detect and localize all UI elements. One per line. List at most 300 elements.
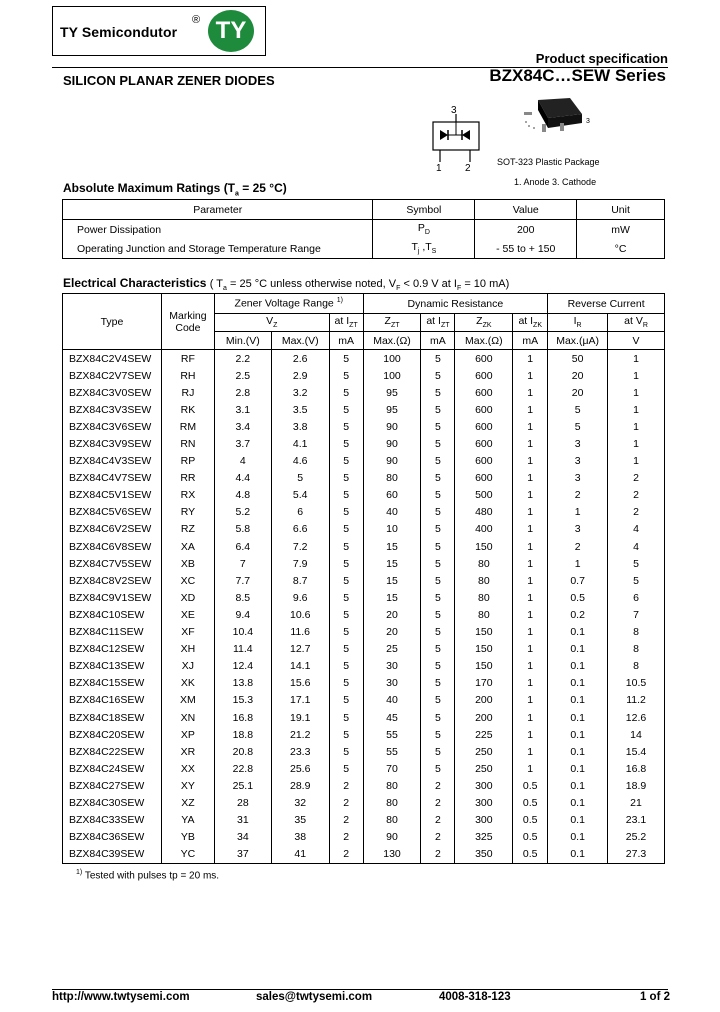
cell-ir-max: 5: [548, 418, 608, 435]
cell-vz-min: 8.5: [214, 589, 271, 606]
cell-vr: 14: [608, 726, 665, 743]
unit-header: Max.(Ω): [363, 332, 421, 350]
cell-vr: 2: [608, 504, 665, 521]
table-row: [63, 624, 665, 641]
pins-caption: 1. Anode 3. Cathode: [514, 177, 597, 187]
cell-izt: 2: [329, 812, 363, 829]
table-row: [63, 794, 665, 811]
cell-type: BZX84C5V6SEW: [63, 504, 162, 521]
cell-vz-min: 6.4: [214, 538, 271, 555]
cell-izk: 1: [513, 350, 548, 368]
cell-vz-min: 7.7: [214, 572, 271, 589]
registered-mark: ®: [192, 14, 201, 26]
cell-ir-max: 3: [548, 521, 608, 538]
cell-marking-code: XN: [161, 709, 214, 726]
company-logo: TY: [208, 10, 254, 52]
cell-izt: 5: [329, 589, 363, 606]
cell-vz-max: 12.7: [271, 641, 329, 658]
cell-ir-max: 20: [548, 367, 608, 384]
cell-vz-max: 3.2: [271, 384, 329, 401]
cell-vz-max: 32: [271, 794, 329, 811]
cell-vz-min: 3.4: [214, 418, 271, 435]
cell-izt: 5: [329, 760, 363, 777]
table-row: [63, 350, 665, 368]
table-row: [63, 846, 665, 864]
cell-type: BZX84C9V1SEW: [63, 589, 162, 606]
cell-izt: 5: [329, 470, 363, 487]
cell-izt-2: 5: [421, 384, 455, 401]
cell-zzk-max: 200: [455, 709, 513, 726]
cell-izt: 5: [329, 487, 363, 504]
cell-izt: 5: [329, 624, 363, 641]
cell-vr: 21: [608, 794, 665, 811]
cell-zzt-max: 90: [363, 829, 421, 846]
cell-type: BZX84C6V8SEW: [63, 538, 162, 555]
cell-izk: 1: [513, 470, 548, 487]
cell-vz-min: 3.7: [214, 435, 271, 452]
cell-izk: 1: [513, 504, 548, 521]
cell-marking-code: XE: [161, 606, 214, 623]
cell-zzk-max: 250: [455, 760, 513, 777]
table-row: [63, 709, 665, 726]
electrical-title: Electrical Characteristics ( $T_a = 25$ °C unless otherwise noted, $V_F < 0.9$ V at $I_F = 10$ mA): [63, 276, 510, 293]
cell-marking-code: XD: [161, 589, 214, 606]
cell-marking-code: RZ: [161, 521, 214, 538]
cell-vz-max: 21.2: [271, 726, 329, 743]
cell-vz-max: 3.5: [271, 401, 329, 418]
param-power: Power Dissipation: [63, 220, 373, 240]
footer-divider: [52, 989, 668, 990]
table-row: [63, 538, 665, 555]
footer-email[interactable]: sales@twtysemi.com: [256, 991, 373, 1003]
table-row: [63, 470, 665, 487]
cell-vz-max: 6: [271, 504, 329, 521]
cell-izt: 5: [329, 675, 363, 692]
cell-zzk-max: 150: [455, 624, 513, 641]
cell-zzk-max: 300: [455, 812, 513, 829]
cell-vr: 1: [608, 350, 665, 368]
cell-izt-2: 2: [421, 846, 455, 864]
cell-ir-max: 1: [548, 504, 608, 521]
cell-marking-code: XR: [161, 743, 214, 760]
cell-zzt-max: 80: [363, 470, 421, 487]
cell-vr: 25.2: [608, 829, 665, 846]
table-row: [63, 401, 665, 418]
cell-marking-code: RK: [161, 401, 214, 418]
cell-vz-max: 9.6: [271, 589, 329, 606]
header-parameter: Parameter: [63, 200, 373, 220]
cell-vz-max: 19.1: [271, 709, 329, 726]
cell-vz-max: 25.6: [271, 760, 329, 777]
cell-izt-2: 5: [421, 641, 455, 658]
table-row: [63, 726, 665, 743]
cell-zzk-max: 600: [455, 401, 513, 418]
cell-marking-code: XZ: [161, 794, 214, 811]
cell-vz-max: 7.9: [271, 555, 329, 572]
cell-vz-min: 4.8: [214, 487, 271, 504]
cell-vz-min: 5.2: [214, 504, 271, 521]
cell-izt-2: 5: [421, 624, 455, 641]
header-symbol: Symbol: [373, 200, 475, 220]
cell-vz-min: 4: [214, 453, 271, 470]
cell-ir-max: 0.1: [548, 658, 608, 675]
cell-ir-max: 2: [548, 487, 608, 504]
cell-ir-max: 0.2: [548, 606, 608, 623]
cell-type: BZX84C4V3SEW: [63, 453, 162, 470]
cell-ir-max: 20: [548, 384, 608, 401]
header-zener: Zener Voltage Range $^{1)}$: [214, 294, 363, 314]
cell-type: BZX84C30SEW: [63, 794, 162, 811]
cell-izk: 1: [513, 418, 548, 435]
unit-header: Max.(Ω): [455, 332, 513, 350]
cell-marking-code: RY: [161, 504, 214, 521]
cell-zzk-max: 150: [455, 641, 513, 658]
header-unit: Unit: [577, 200, 665, 220]
cell-zzk-max: 170: [455, 675, 513, 692]
cell-zzt-max: 45: [363, 709, 421, 726]
cell-vz-max: 15.6: [271, 675, 329, 692]
cell-zzt-max: 15: [363, 555, 421, 572]
cell-type: BZX84C36SEW: [63, 829, 162, 846]
cell-type: BZX84C33SEW: [63, 812, 162, 829]
table-row: [63, 572, 665, 589]
cell-zzk-max: 480: [455, 504, 513, 521]
cell-zzt-max: 30: [363, 658, 421, 675]
cell-zzk-max: 300: [455, 777, 513, 794]
table-row: [63, 367, 665, 384]
cell-vr: 8: [608, 624, 665, 641]
cell-vz-max: 11.6: [271, 624, 329, 641]
cell-zzt-max: 95: [363, 384, 421, 401]
table-row: [63, 555, 665, 572]
cell-ir-max: 3: [548, 435, 608, 452]
cell-vz-min: 2.8: [214, 384, 271, 401]
cell-izt: 5: [329, 367, 363, 384]
table-row: [63, 418, 665, 435]
cell-zzt-max: 95: [363, 401, 421, 418]
cell-izt-2: 5: [421, 572, 455, 589]
cell-vr: 23.1: [608, 812, 665, 829]
cell-izt-2: 2: [421, 829, 455, 846]
table-row: [63, 675, 665, 692]
cell-vr: 1: [608, 367, 665, 384]
cell-type: BZX84C5V1SEW: [63, 487, 162, 504]
cell-zzk-max: 600: [455, 350, 513, 368]
cell-izt: 2: [329, 794, 363, 811]
table-row: [63, 435, 665, 452]
cell-vz-min: 3.1: [214, 401, 271, 418]
cell-izt-2: 5: [421, 521, 455, 538]
cell-izt: 5: [329, 572, 363, 589]
cell-vz-max: 38: [271, 829, 329, 846]
cell-vr: 5: [608, 555, 665, 572]
header-reverse: Reverse Current: [548, 294, 665, 314]
cell-zzk-max: 80: [455, 589, 513, 606]
cell-ir-max: 0.1: [548, 709, 608, 726]
table-row: [63, 589, 665, 606]
cell-vz-max: 23.3: [271, 743, 329, 760]
cell-zzt-max: 90: [363, 418, 421, 435]
cell-zzk-max: 200: [455, 692, 513, 709]
cell-vr: 4: [608, 521, 665, 538]
header-at-vr: at $V_R$: [608, 314, 665, 332]
package-photo: [520, 92, 590, 142]
cell-izt-2: 5: [421, 401, 455, 418]
cell-marking-code: XK: [161, 675, 214, 692]
footer-page-number: 1 of 2: [639, 991, 670, 1003]
cell-vz-min: 16.8: [214, 709, 271, 726]
cell-vz-min: 7: [214, 555, 271, 572]
cell-ir-max: 0.7: [548, 572, 608, 589]
cell-zzt-max: 40: [363, 692, 421, 709]
cell-vz-max: 7.2: [271, 538, 329, 555]
cell-izt: 5: [329, 418, 363, 435]
cell-vz-min: 18.8: [214, 726, 271, 743]
cell-izk: 1: [513, 658, 548, 675]
table-row: [63, 384, 665, 401]
cell-vr: 5: [608, 572, 665, 589]
cell-vz-min: 4.4: [214, 470, 271, 487]
cell-zzt-max: 90: [363, 435, 421, 452]
table-row: [63, 743, 665, 760]
header-vz: $V_Z$: [214, 314, 329, 332]
unit-header: Max.(μA): [548, 332, 608, 350]
value-power: 200: [475, 220, 577, 240]
cell-type: BZX84C3V3SEW: [63, 401, 162, 418]
cell-izk: 1: [513, 606, 548, 623]
cell-vr: 27.3: [608, 846, 665, 864]
cell-marking-code: XF: [161, 624, 214, 641]
cell-ir-max: 0.1: [548, 624, 608, 641]
cell-vz-min: 11.4: [214, 641, 271, 658]
cell-izt: 5: [329, 350, 363, 368]
product-spec-label: Product specification: [535, 51, 668, 66]
symbol-temperature: $T_j$ $,T_S$: [373, 239, 475, 259]
cell-izk: 1: [513, 760, 548, 777]
cell-izk: 1: [513, 384, 548, 401]
cell-izt: 5: [329, 435, 363, 452]
cell-izt-2: 5: [421, 743, 455, 760]
header-marking: Marking Code: [161, 294, 214, 350]
electrical-table: [62, 293, 665, 864]
pin-3-label: 3: [451, 105, 457, 116]
cell-vr: 12.6: [608, 709, 665, 726]
cell-izt-2: 5: [421, 589, 455, 606]
cell-izt: 5: [329, 504, 363, 521]
cell-ir-max: 5: [548, 401, 608, 418]
header-ir: $I_R$: [548, 314, 608, 332]
cell-izt-2: 2: [421, 777, 455, 794]
cell-marking-code: YA: [161, 812, 214, 829]
cell-zzk-max: 600: [455, 384, 513, 401]
cell-vz-max: 10.6: [271, 606, 329, 623]
symbol-power: $P_D$: [373, 220, 475, 240]
cell-type: BZX84C6V2SEW: [63, 521, 162, 538]
cell-izt-2: 5: [421, 606, 455, 623]
cell-izk: 1: [513, 743, 548, 760]
param-temperature: Operating Junction and Storage Temperature Range: [63, 239, 373, 259]
header-dynamic: Dynamic Resistance: [363, 294, 548, 314]
table-row: [63, 606, 665, 623]
cell-vz-max: 2.9: [271, 367, 329, 384]
cell-vr: 1: [608, 453, 665, 470]
cell-izt: 2: [329, 829, 363, 846]
cell-ir-max: 0.1: [548, 812, 608, 829]
cell-vz-min: 15.3: [214, 692, 271, 709]
cell-zzt-max: 60: [363, 487, 421, 504]
cell-vz-max: 6.6: [271, 521, 329, 538]
table-row: [63, 692, 665, 709]
cell-zzt-max: 10: [363, 521, 421, 538]
cell-vr: 8: [608, 641, 665, 658]
cell-izk: 0.5: [513, 777, 548, 794]
cell-marking-code: XA: [161, 538, 214, 555]
cell-vz-max: 4.1: [271, 435, 329, 452]
cell-zzt-max: 100: [363, 367, 421, 384]
cell-zzk-max: 80: [455, 606, 513, 623]
cell-izk: 1: [513, 453, 548, 470]
header-zzt: $Z_{ZT}$: [363, 314, 421, 332]
cell-izt-2: 5: [421, 504, 455, 521]
cell-vz-max: 5.4: [271, 487, 329, 504]
cell-vr: 11.2: [608, 692, 665, 709]
cell-izt-2: 5: [421, 538, 455, 555]
cell-izk: 1: [513, 589, 548, 606]
cell-izk: 0.5: [513, 846, 548, 864]
table-row: [63, 812, 665, 829]
table-row: [63, 641, 665, 658]
cell-izt: 5: [329, 606, 363, 623]
cell-type: BZX84C10SEW: [63, 606, 162, 623]
cell-ir-max: 50: [548, 350, 608, 368]
cell-ir-max: 0.1: [548, 846, 608, 864]
cell-vr: 1: [608, 435, 665, 452]
cell-vz-max: 8.7: [271, 572, 329, 589]
cell-vz-max: 4.6: [271, 453, 329, 470]
footer-url[interactable]: http://www.twtysemi.com: [52, 991, 190, 1003]
unit-temperature: °C: [577, 239, 665, 259]
cell-type: BZX84C2V7SEW: [63, 367, 162, 384]
cell-zzt-max: 30: [363, 675, 421, 692]
cell-izk: 1: [513, 555, 548, 572]
cell-izk: 0.5: [513, 794, 548, 811]
cell-zzk-max: 150: [455, 658, 513, 675]
unit-header: Min.(V): [214, 332, 271, 350]
cell-izk: 1: [513, 487, 548, 504]
cell-type: BZX84C39SEW: [63, 846, 162, 864]
cell-izk: 1: [513, 435, 548, 452]
cell-vr: 16.8: [608, 760, 665, 777]
cell-vr: 2: [608, 470, 665, 487]
cell-vr: 2: [608, 487, 665, 504]
cell-marking-code: XB: [161, 555, 214, 572]
cell-izt: 5: [329, 453, 363, 470]
cell-zzt-max: 15: [363, 538, 421, 555]
cell-vz-max: 2.6: [271, 350, 329, 368]
cell-ir-max: 0.1: [548, 794, 608, 811]
series-title: BZX84C…SEW Series: [489, 66, 666, 85]
cell-ir-max: 0.1: [548, 675, 608, 692]
company-name: TY Semicondutor: [60, 24, 178, 40]
cell-marking-code: XH: [161, 641, 214, 658]
cell-ir-max: 0.5: [548, 589, 608, 606]
cell-izk: 1: [513, 538, 548, 555]
cell-vz-min: 13.8: [214, 675, 271, 692]
cell-vz-min: 12.4: [214, 658, 271, 675]
cell-vz-min: 10.4: [214, 624, 271, 641]
cell-vz-min: 28: [214, 794, 271, 811]
cell-zzt-max: 55: [363, 726, 421, 743]
cell-zzk-max: 325: [455, 829, 513, 846]
cell-marking-code: RP: [161, 453, 214, 470]
document-title: SILICON PLANAR ZENER DIODES: [63, 73, 275, 88]
header-zzk: $Z_{ZK}$: [455, 314, 513, 332]
cell-vz-min: 2.5: [214, 367, 271, 384]
cell-izk: 0.5: [513, 812, 548, 829]
cell-vz-min: 20.8: [214, 743, 271, 760]
footnote: $^{1)}$ Tested with pulses tp = 20 ms.: [76, 869, 220, 882]
cell-zzt-max: 90: [363, 453, 421, 470]
cell-izk: 1: [513, 726, 548, 743]
cell-izk: 0.5: [513, 829, 548, 846]
cell-zzk-max: 600: [455, 470, 513, 487]
value-temperature: - 55 to + 150: [475, 239, 577, 259]
cell-marking-code: RM: [161, 418, 214, 435]
cell-izt-2: 2: [421, 812, 455, 829]
cell-type: BZX84C20SEW: [63, 726, 162, 743]
cell-vz-max: 5: [271, 470, 329, 487]
cell-type: BZX84C2V4SEW: [63, 350, 162, 368]
cell-type: BZX84C22SEW: [63, 743, 162, 760]
cell-izt: 5: [329, 692, 363, 709]
cell-izt: 5: [329, 658, 363, 675]
cell-vr: 8: [608, 658, 665, 675]
cell-zzt-max: 100: [363, 350, 421, 368]
cell-vr: 6: [608, 589, 665, 606]
cell-izk: 1: [513, 709, 548, 726]
cell-izt: 5: [329, 521, 363, 538]
cell-izt: 5: [329, 401, 363, 418]
cell-zzk-max: 600: [455, 367, 513, 384]
header-at-izk: at $I_{ZK}$: [513, 314, 548, 332]
cell-type: BZX84C24SEW: [63, 760, 162, 777]
cell-type: BZX84C27SEW: [63, 777, 162, 794]
cell-vz-max: 41: [271, 846, 329, 864]
unit-header: mA: [421, 332, 455, 350]
cell-type: BZX84C8V2SEW: [63, 572, 162, 589]
abs-max-table: [62, 199, 665, 259]
cell-vz-min: 9.4: [214, 606, 271, 623]
cell-type: BZX84C3V0SEW: [63, 384, 162, 401]
header-value: Value: [475, 200, 577, 220]
cell-vz-min: 31: [214, 812, 271, 829]
cell-vr: 1: [608, 384, 665, 401]
footer-phone: 4008-318-123: [439, 991, 511, 1003]
cell-izt: 5: [329, 641, 363, 658]
cell-izk: 1: [513, 367, 548, 384]
cell-vz-max: 3.8: [271, 418, 329, 435]
cell-type: BZX84C4V7SEW: [63, 470, 162, 487]
cell-izt-2: 5: [421, 470, 455, 487]
cell-izt-2: 5: [421, 435, 455, 452]
cell-izt: 5: [329, 743, 363, 760]
cell-type: BZX84C13SEW: [63, 658, 162, 675]
cell-zzk-max: 300: [455, 794, 513, 811]
cell-zzk-max: 600: [455, 453, 513, 470]
cell-zzk-max: 350: [455, 846, 513, 864]
package-caption: SOT-323 Plastic Package: [497, 157, 600, 167]
cell-marking-code: RR: [161, 470, 214, 487]
